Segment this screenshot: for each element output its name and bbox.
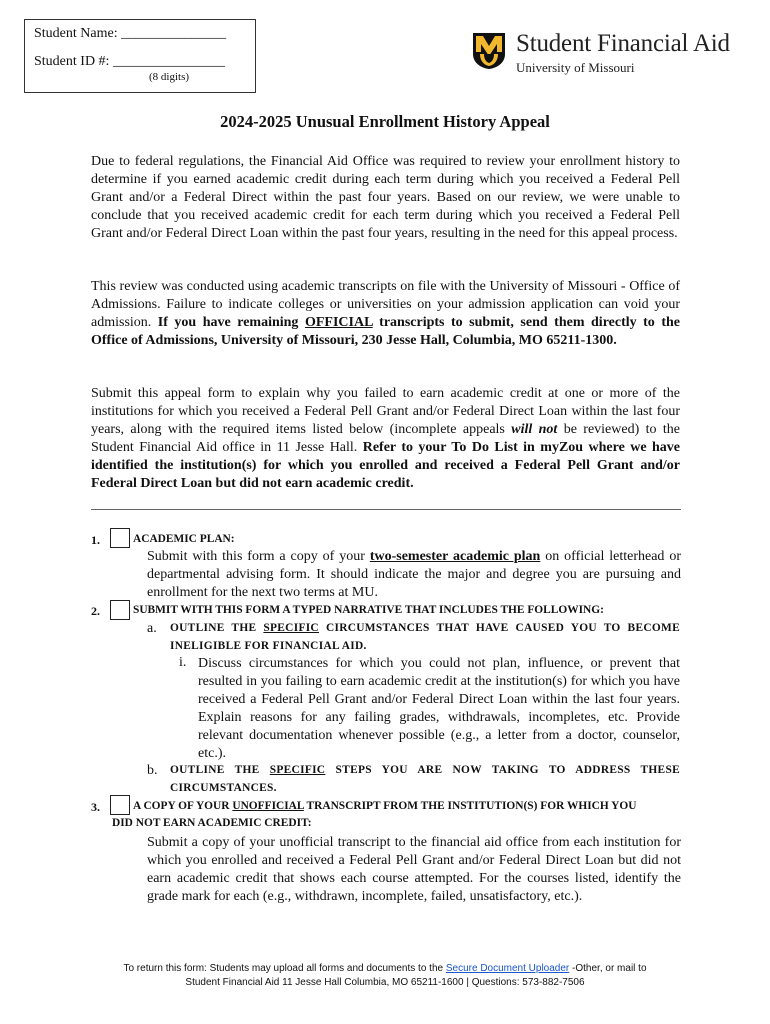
submit-text-a: Submit this appeal form to explain why you failed to earn academic credit at one or more of the institutions for which you received a Federal Pell Grant and/or Federal Direct Loan within the last four years, along with the required items listed below (incomplete appeals <box>91 386 680 437</box>
item-2b-specific: SPECIFIC <box>269 764 326 776</box>
item-2a-text <box>170 620 680 655</box>
footer <box>0 962 770 989</box>
item-2b-label: b. <box>147 763 158 778</box>
review-bold-a: If you have remaining <box>157 314 305 330</box>
page-title: 2024-2025 Unusual Enrollment History Appeal <box>220 112 550 131</box>
review-text: This review was conducted using academic transcripts on file with the University of Missouri - Office of Admissions. Failure to indicate colleges or universities on your admission application can void your admission. <box>91 279 680 330</box>
footer-text-a: To return this form: Students may upload all forms and documents to the <box>123 963 446 974</box>
section-divider <box>91 509 681 510</box>
todo-instruction: Refer to your To Do List in myZou where we have identified the institution(s) for which you enrolled and received a Federal Pell Grant and/or Federal Direct Loan but did not earn academic credit. <box>91 439 680 491</box>
review-paragraph <box>91 278 680 350</box>
item-2a-text-a: OUTLINE THE <box>170 622 264 634</box>
official-emphasis: OFFICIAL <box>304 314 373 330</box>
will-not-emphasis: will not <box>511 421 558 437</box>
item-3-heading-a: A COPY OF YOUR <box>133 800 233 812</box>
student-info-box <box>24 19 256 93</box>
item-1-checkbox[interactable] <box>110 528 130 548</box>
brand-name: Student Financial Aid <box>516 30 730 57</box>
item-2a-label: a. <box>147 621 157 636</box>
item-3-number: 3. <box>91 800 100 814</box>
secure-document-uploader-link[interactable]: Secure Document Uploader <box>445 963 570 974</box>
item-1-number: 1. <box>91 533 100 547</box>
item-2a-specific: SPECIFIC <box>263 622 319 634</box>
footer-line-1 <box>0 962 770 976</box>
item-2b-text-b: STEPS YOU ARE NOW TAKING TO ADDRESS THESE CIRCUMSTANCES. <box>170 764 680 794</box>
item-2b-text <box>170 762 680 797</box>
item-2-heading: SUBMIT WITH THIS FORM A TYPED NARRATIVE THAT INCLUDES THE FOLLOWING: <box>133 604 604 616</box>
submit-paragraph <box>91 385 680 492</box>
footer-text-b: -Other, or mail to <box>569 963 647 974</box>
item-2ai-label: i. <box>179 655 187 670</box>
student-id-field[interactable]: Student ID #: ________________ <box>34 54 225 69</box>
mizzou-tiger-m-logo-icon <box>472 32 506 70</box>
item-2-checkbox[interactable] <box>110 600 130 620</box>
item-1-text-b: on official letterhead or departmental advising form. It should indicate the major and degree you are pursuing and enrollment for the next two terms at MU. <box>147 549 681 600</box>
item-1-heading: ACADEMIC PLAN: <box>133 533 235 545</box>
university-name: University of Missouri <box>516 60 635 75</box>
academic-plan-emphasis: two-semester academic plan <box>369 549 541 564</box>
footer-line-2: Student Financial Aid 11 Jesse Hall Columbia, MO 65211-1600 | Questions: 573-882-7506 <box>185 976 585 988</box>
item-2ai-text: Discuss circumstances for which you could not plan, influence, or prevent that resulted in you failing to earn academic credit at the institution(s) for which you have received a Federal Pell Grant and/or Federal Direct Loan within the last four years. Explain reasons for any failing grades, withdrawals, incompletes, etc. Provide relevant documentation whenever possible (e.g., a letter from a doctor, counselor, etc.). <box>198 656 680 761</box>
item-2b-text-a: OUTLINE THE <box>170 764 270 776</box>
item-2-number: 2. <box>91 604 100 618</box>
item-3-body: Submit a copy of your unofficial transcript to the financial aid office from each institution for which you enrolled and received a Federal Pell Grant and/or Federal Direct Loan but did not earn academic credit that shows each course attempted. For the courses listed, identify the grade mark for each (e.g., withdrawn, incomplete, failed, unsatisfactory, etc.). <box>147 835 681 904</box>
unofficial-emphasis: UNOFFICIAL <box>232 800 304 812</box>
item-3-heading-line2: DID NOT EARN ACADEMIC CREDIT: <box>112 817 312 829</box>
item-3-checkbox[interactable] <box>110 795 130 815</box>
student-name-field[interactable]: Student Name: _______________ <box>34 26 227 41</box>
item-2a-text-b: CIRCUMSTANCES THAT HAVE CAUSED YOU TO BECOME INELIGIBLE FOR FINANCIAL AID. <box>170 622 680 652</box>
intro-paragraph: Due to federal regulations, the Financial Aid Office was required to review your enrollment history to determine if you earned academic credit during each term during which you received a Federal Pell Grant and/or a Federal Direct within the past four years. Based on our review, we were unable to conclude that you received academic credit for each term during which you received a Federal Pell Grant and/or Federal Direct Loan within the past four years, resulting in the need for this appeal process. <box>91 154 680 241</box>
sfa-logo <box>472 32 742 78</box>
item-3-heading <box>133 800 636 812</box>
review-bold-b: transcripts to submit, send them directly to the Office of Admissions, University of Missouri, 230 Jesse Hall, Columbia, MO 65211-1300. <box>91 314 680 348</box>
item-1-body <box>147 548 681 602</box>
student-id-hint: (8 digits) <box>149 71 190 83</box>
item-3-heading-b: TRANSCRIPT FROM THE INSTITUTION(S) FOR WHICH YOU <box>303 800 637 812</box>
item-1-text-a: Submit with this form a copy of your <box>147 549 370 564</box>
submit-text-b: be reviewed) to the Student Financial Aid office in 11 Jesse Hall. <box>91 421 680 455</box>
